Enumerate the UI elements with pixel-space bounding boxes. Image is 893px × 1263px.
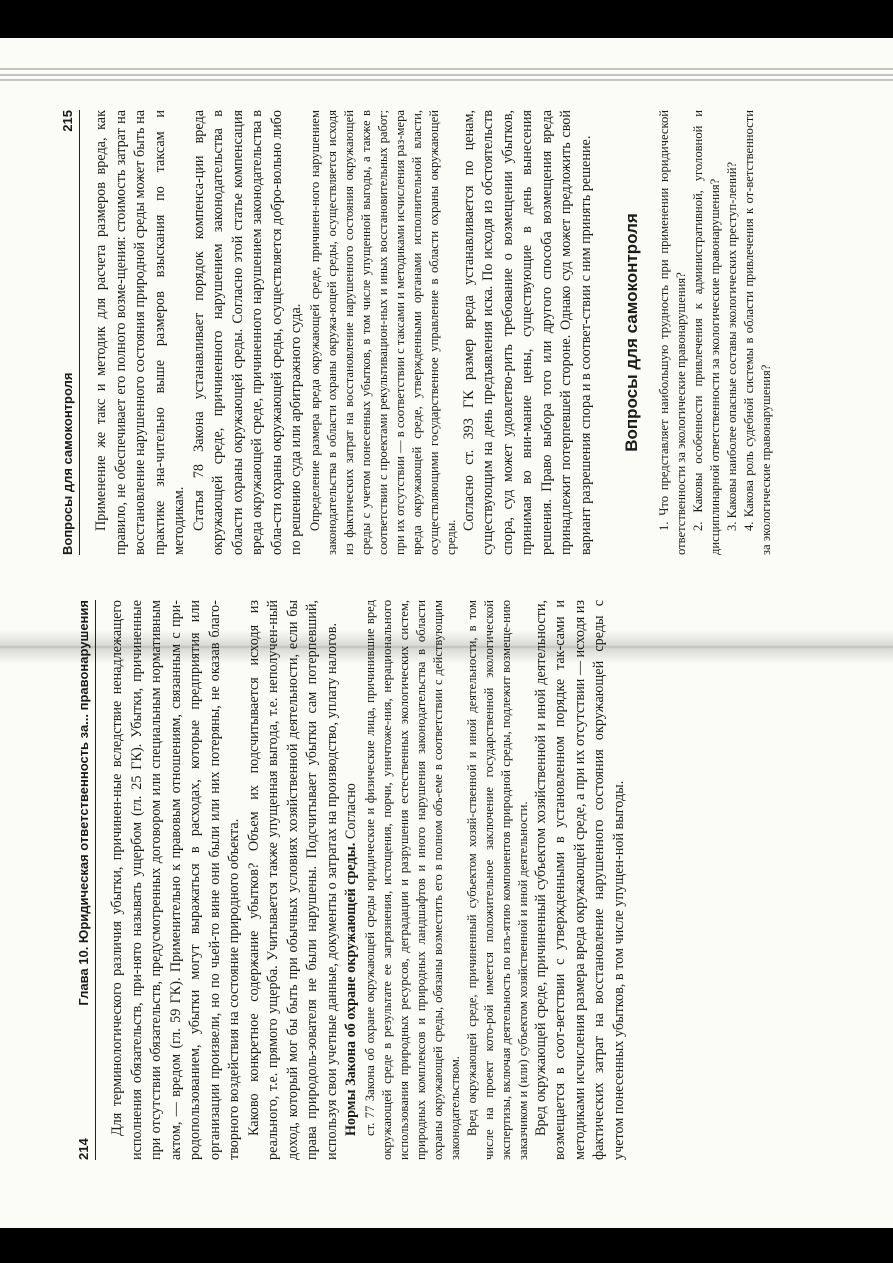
paragraph: Определение размера вреда окружающей среде, причинен-ного нарушением законодательства в области охраны окружа-ющей среды, осуществляется исходя из фактических затрат на восстановление нарушенного состояния окружающей среды с учетом понесенных убытков, в том числе упущенной выгоды, а также в соответствии с проектами рекультивацион-ных и иных восстановительных работ; при их отсутствии — в соответствии с таксами и методиками исчисления раз-мера вреда окружающей среде, утвержденными органами исполнительной власти, осуществляющими государственное управление в области охраны окружающей среды. (307, 110, 458, 555)
running-head-title: Вопросы для самоконтроля (60, 372, 75, 555)
paragraph: Вред окружающей среде, причиненный субъектом хозяй-ственной и иной деятельности, в том числе на проект кото-рой имеется положительное заключение государственной экологической экспертизы, включая деятельность по изъ-ятию компонентов природной среды, подлежит возмеще-нию заказчиком и (или) субъектом хозяйственной и иной деятельности. (464, 600, 530, 1160)
paragraph: Каково конкретное содержание убытков? Объем их подсчитывается исходя из реального, т.е. прямого ущерба. Учитывается также упущенная выгода, т.е. неполучен-ный доход, который мог бы быть при обычных условиях хозяйственной деятельности, если бы права природоль-зователя не были нарушены. Подсчитывает убытки сам потерпевший, используя свои учетные данные, документы о затратах на производство, уплату налогов. (245, 600, 340, 1160)
page-215 (60, 110, 850, 555)
scan-edge-line (0, 68, 893, 70)
page-body (92, 110, 596, 555)
paragraph-lead-in: Нормы Закона об охране окружающей среды. (343, 842, 359, 1136)
list-item: 2. Каковы особенности привлечения к административной, уголовной и дисциплинарной ответственности за экологические правонарушения? (691, 110, 722, 555)
paragraph: ст. 77 Закона об охране окружающей среды юридические и физические лица, причинившие вред окружающей среде в результате ее загрязнения, истощения, порчи, уничтоже-ния, нерационального использования природных ресурсов, деградации и разрушения естественных экологических систем, природных комплексов и природных ландшафтов и иного нарушения законодательства в области охраны окружающей среды, обязаны возместить его в полном объ-еме в соответствии с действующим законодательством. (362, 600, 462, 1160)
paragraph (342, 600, 362, 1160)
page-number: 214 (76, 1138, 91, 1160)
review-questions-list (656, 110, 775, 555)
section-title: Вопросы для самоконтроля (622, 213, 641, 452)
page-body (108, 600, 629, 1160)
page-214 (76, 600, 736, 1160)
paragraph: Для терминологического различия убытки, причинен-ные вследствие ненадлежащего исполнения обязательств, при-нято называть ущербом (гл. 25 ГК). Убытки, причиненные при отсутствии обязательств, предусмотренных договором или специальным нормативным актом, — вредом (гл. 59 ГК). Применительно к правовым отношениям, связанным с при-родопользованием, убытки могут выражаться в расходах, которые предприятия или организации произвели, но по чьей-то вине они были или них потеряны, не оказав благо-творного воздействия на состояние природного объекта. (109, 600, 242, 1160)
list-item: 3. Каковы наиболее опасные составы экологических преступ-лений? (725, 161, 739, 531)
running-head (76, 600, 96, 1160)
scan-edge-line (0, 79, 893, 81)
list-item: 4. Какова роль судебной системы в области привлечения к от-ветственности за экологические правонарушения? (742, 110, 773, 555)
running-head (60, 110, 80, 555)
paragraph: Вред окружающей среде, причиненный субъектом хозяйственной и иной деятельности, возмещается в соот-ветствии с утвержденными в установленном порядке так-сами и методиками исчисления размера вреда окружающей среде, а при их отсутствии — исходя из фактических затрат на восстановление нарушенного состояния окружающей среды с учетом понесенных убытков, в том числе упущен-ной выгоды. (532, 600, 627, 1160)
paragraph: Применение же такс и методик для расчета размеров вреда, как правило, не обеспечивает его полного возме-щения: стоимость затрат на восстановление нарушенного состояния природной среды может быть на практике зна-чительно выше размеров взыскания по таксам и методикам. (93, 110, 187, 555)
page-number: 215 (60, 110, 75, 132)
scan-edge-line (0, 74, 893, 76)
list-item: 1. Что представляет наибольшую трудность при применении юридической ответственности за экологические правонарушения? (657, 110, 688, 555)
paragraph: Согласно ст. 393 ГК размер вреда устанавливается по ценам, существующим на день предъявления иска. По исходя из обстоятельств спора, суд может удовлетво-рить требование о возмещении убытков, принимая во вни-мание цены, существующие в день вынесения решения. Право выбора того или другого способа возмещения вреда принадлежит потерпевшей стороне. Однако суд может предложить свой вариант разрешения спора и в соответ-ствии с ним принять решение. (460, 110, 594, 555)
paragraph: Статья 78 Закона устанавливает порядок компенса-ции вреда окружающей среде, причиненного нарушением законодательства в области охраны окружающей среды. Согласно этой статье компенсация вреда окружающей среде, причиненного нарушением законодательства в обла-сти охраны окружающей среды, осуществляется добро-вольно либо по решению суда или арбитражного суда. (190, 110, 304, 555)
paragraph-lead-in-rest: Согласно (343, 783, 359, 843)
running-head-title: Глава 10. Юридическая ответственность за... правонарушения (76, 600, 91, 1006)
